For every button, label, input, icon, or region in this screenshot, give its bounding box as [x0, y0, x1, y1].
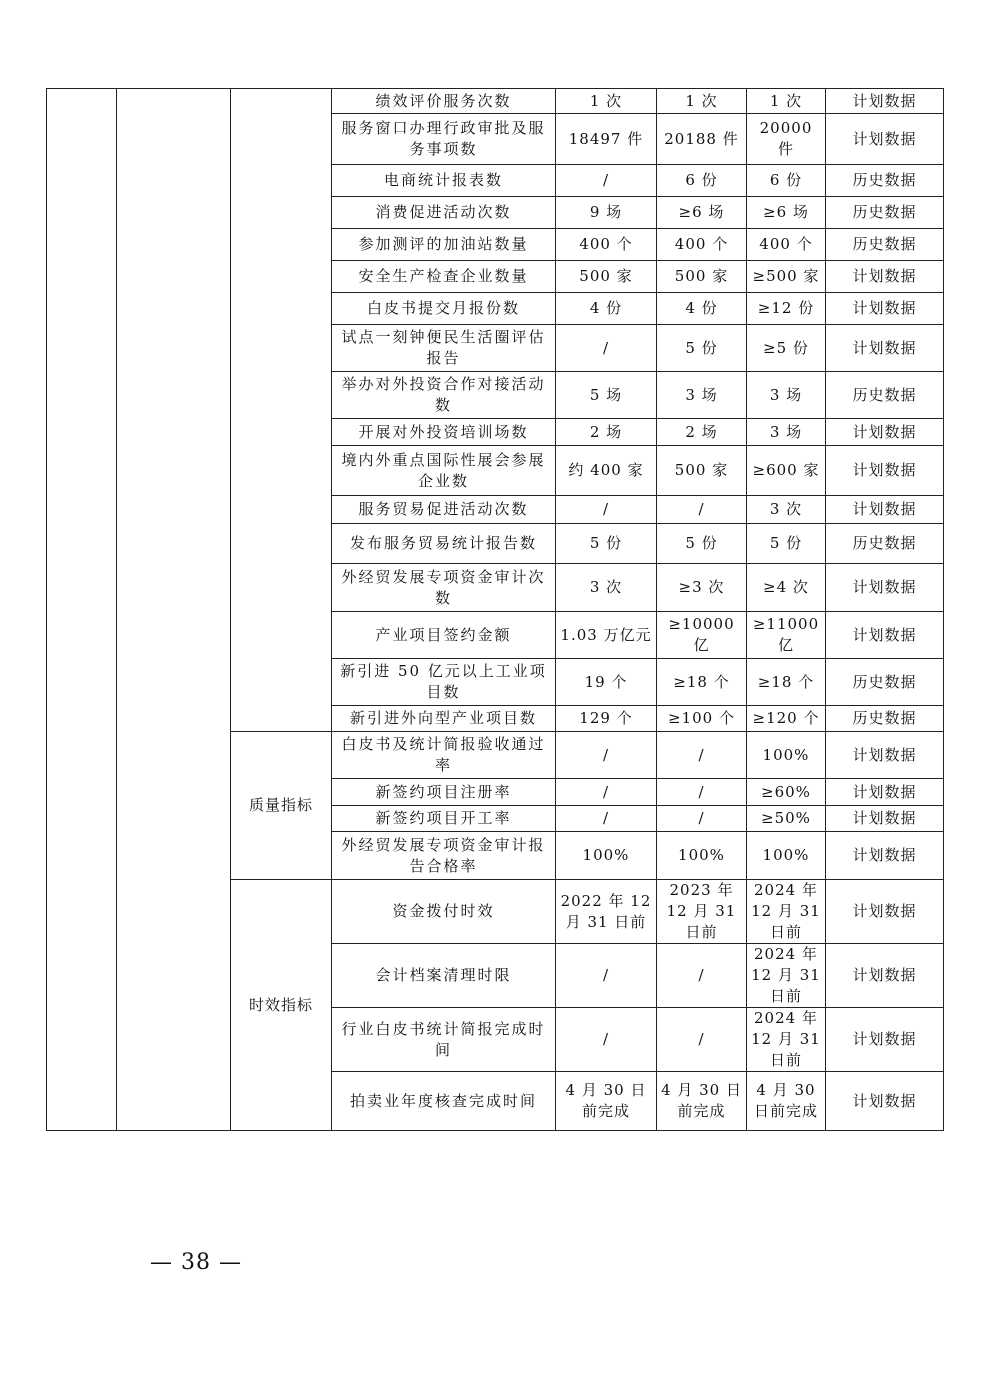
indicator-table [46, 88, 944, 1131]
indicator-name: 服务窗口办理行政审批及服务事项数 [332, 114, 556, 165]
value-cell-2: 5 份 [657, 325, 747, 372]
value-cell-1: 5 场 [556, 372, 657, 419]
value-cell-3: 100% [747, 832, 826, 880]
indicator-name: 新签约项目注册率 [332, 779, 556, 806]
indicator-name: 安全生产检查企业数量 [332, 261, 556, 293]
value-cell-3: 400 个 [747, 229, 826, 261]
data-source-cell: 计划数据 [826, 1008, 944, 1072]
value-cell-2: 400 个 [657, 229, 747, 261]
value-cell-2: / [657, 779, 747, 806]
data-source-cell: 计划数据 [826, 779, 944, 806]
indicator-name: 白皮书提交月报份数 [332, 293, 556, 325]
value-cell-1: 4 月 30 日前完成 [556, 1072, 657, 1131]
indicator-name: 产业项目签约金额 [332, 612, 556, 659]
value-cell-2: / [657, 806, 747, 832]
indicator-name: 电商统计报表数 [332, 165, 556, 197]
data-source-cell: 计划数据 [826, 114, 944, 165]
data-source-cell: 历史数据 [826, 197, 944, 229]
data-source-cell: 历史数据 [826, 524, 944, 564]
value-cell-3: ≥6 场 [747, 197, 826, 229]
value-cell-1: 19 个 [556, 659, 657, 706]
value-cell-1: 9 场 [556, 197, 657, 229]
value-cell-1: 2022 年 12 月 31 日前 [556, 880, 657, 944]
value-cell-1: / [556, 944, 657, 1008]
indicator-name: 境内外重点国际性展会参展企业数 [332, 446, 556, 496]
data-source-cell: 计划数据 [826, 832, 944, 880]
value-cell-2: 500 家 [657, 446, 747, 496]
indicator-name: 参加测评的加油站数量 [332, 229, 556, 261]
value-cell-1: 500 家 [556, 261, 657, 293]
value-cell-2: 5 份 [657, 524, 747, 564]
data-source-cell: 计划数据 [826, 612, 944, 659]
page-number: — 38 — [150, 1250, 242, 1275]
data-source-cell: 计划数据 [826, 496, 944, 524]
value-cell-2: 1 次 [657, 89, 747, 114]
indicator-name: 会计档案清理时限 [332, 944, 556, 1008]
value-cell-1: 5 份 [556, 524, 657, 564]
value-cell-3: 3 次 [747, 496, 826, 524]
value-cell-3: 2024 年 12 月 31 日前 [747, 1008, 826, 1072]
value-cell-3: ≥18 个 [747, 659, 826, 706]
value-cell-1: 2 场 [556, 419, 657, 446]
value-cell-1: 129 个 [556, 706, 657, 732]
indicator-name: 白皮书及统计简报验收通过率 [332, 732, 556, 779]
data-source-cell: 历史数据 [826, 659, 944, 706]
blank-cell-col2 [117, 89, 231, 1131]
value-cell-3: 3 场 [747, 372, 826, 419]
value-cell-2: 3 场 [657, 372, 747, 419]
value-cell-2: ≥10000 亿 [657, 612, 747, 659]
data-source-cell: 历史数据 [826, 165, 944, 197]
value-cell-1: / [556, 1008, 657, 1072]
table-row [47, 89, 944, 114]
value-cell-2: 100% [657, 832, 747, 880]
category-label-quality: 质量指标 [231, 732, 332, 880]
data-source-cell: 计划数据 [826, 261, 944, 293]
indicator-name: 举办对外投资合作对接活动数 [332, 372, 556, 419]
value-cell-3: ≥120 个 [747, 706, 826, 732]
value-cell-1: / [556, 806, 657, 832]
value-cell-3: ≥60% [747, 779, 826, 806]
value-cell-3: ≥50% [747, 806, 826, 832]
data-source-cell: 计划数据 [826, 806, 944, 832]
category-label-timeliness: 时效指标 [231, 880, 332, 1131]
value-cell-3: ≥500 家 [747, 261, 826, 293]
data-source-cell: 计划数据 [826, 419, 944, 446]
value-cell-3: 100% [747, 732, 826, 779]
value-cell-3: 4 月 30 日前完成 [747, 1072, 826, 1131]
indicator-name: 新引进外向型产业项目数 [332, 706, 556, 732]
value-cell-3: 2024 年 12 月 31 日前 [747, 944, 826, 1008]
value-cell-2: 4 月 30 日前完成 [657, 1072, 747, 1131]
value-cell-3: ≥4 次 [747, 564, 826, 612]
data-source-cell: 计划数据 [826, 880, 944, 944]
value-cell-1: 约 400 家 [556, 446, 657, 496]
value-cell-2: ≥3 次 [657, 564, 747, 612]
indicator-name: 拍卖业年度核查完成时间 [332, 1072, 556, 1131]
data-source-cell: 计划数据 [826, 325, 944, 372]
value-cell-1: / [556, 732, 657, 779]
value-cell-1: 4 份 [556, 293, 657, 325]
value-cell-1: / [556, 496, 657, 524]
value-cell-1: / [556, 165, 657, 197]
value-cell-2: / [657, 1008, 747, 1072]
data-source-cell: 历史数据 [826, 229, 944, 261]
data-source-cell: 计划数据 [826, 293, 944, 325]
value-cell-2: 20188 件 [657, 114, 747, 165]
value-cell-3: 3 场 [747, 419, 826, 446]
value-cell-3: 1 次 [747, 89, 826, 114]
data-source-cell: 计划数据 [826, 446, 944, 496]
value-cell-3: 2024 年 12 月 31 日前 [747, 880, 826, 944]
data-source-cell: 计划数据 [826, 564, 944, 612]
value-cell-1: 1.03 万亿元 [556, 612, 657, 659]
value-cell-2: 2023 年 12 月 31 日前 [657, 880, 747, 944]
value-cell-3: ≥600 家 [747, 446, 826, 496]
blank-cell-col3 [231, 89, 332, 732]
indicator-name: 外经贸发展专项资金审计次数 [332, 564, 556, 612]
indicator-name: 新签约项目开工率 [332, 806, 556, 832]
indicator-name: 试点一刻钟便民生活圈评估报告 [332, 325, 556, 372]
data-source-cell: 历史数据 [826, 372, 944, 419]
data-source-cell: 计划数据 [826, 944, 944, 1008]
indicator-name: 消费促进活动次数 [332, 197, 556, 229]
indicator-name: 外经贸发展专项资金审计报告合格率 [332, 832, 556, 880]
indicator-name: 资金拨付时效 [332, 880, 556, 944]
value-cell-2: ≥18 个 [657, 659, 747, 706]
data-source-cell: 历史数据 [826, 706, 944, 732]
value-cell-1: / [556, 779, 657, 806]
value-cell-1: 400 个 [556, 229, 657, 261]
data-source-cell: 计划数据 [826, 89, 944, 114]
indicator-name: 发布服务贸易统计报告数 [332, 524, 556, 564]
value-cell-2: 6 份 [657, 165, 747, 197]
indicator-name: 行业白皮书统计简报完成时间 [332, 1008, 556, 1072]
indicator-name: 开展对外投资培训场数 [332, 419, 556, 446]
value-cell-1: 1 次 [556, 89, 657, 114]
value-cell-2: 2 场 [657, 419, 747, 446]
value-cell-3: 20000 件 [747, 114, 826, 165]
value-cell-2: ≥6 场 [657, 197, 747, 229]
value-cell-2: / [657, 944, 747, 1008]
value-cell-2: / [657, 732, 747, 779]
value-cell-1: 18497 件 [556, 114, 657, 165]
value-cell-3: ≥5 份 [747, 325, 826, 372]
indicator-name: 绩效评价服务次数 [332, 89, 556, 114]
value-cell-2: 4 份 [657, 293, 747, 325]
value-cell-3: 5 份 [747, 524, 826, 564]
value-cell-3: ≥12 份 [747, 293, 826, 325]
data-source-cell: 计划数据 [826, 1072, 944, 1131]
value-cell-2: 500 家 [657, 261, 747, 293]
value-cell-2: ≥100 个 [657, 706, 747, 732]
blank-cell-col1 [47, 89, 117, 1131]
indicator-name: 新引进 50 亿元以上工业项目数 [332, 659, 556, 706]
value-cell-3: ≥11000 亿 [747, 612, 826, 659]
data-source-cell: 计划数据 [826, 732, 944, 779]
value-cell-2: / [657, 496, 747, 524]
value-cell-3: 6 份 [747, 165, 826, 197]
value-cell-1: 3 次 [556, 564, 657, 612]
indicator-name: 服务贸易促进活动次数 [332, 496, 556, 524]
value-cell-1: / [556, 325, 657, 372]
value-cell-1: 100% [556, 832, 657, 880]
